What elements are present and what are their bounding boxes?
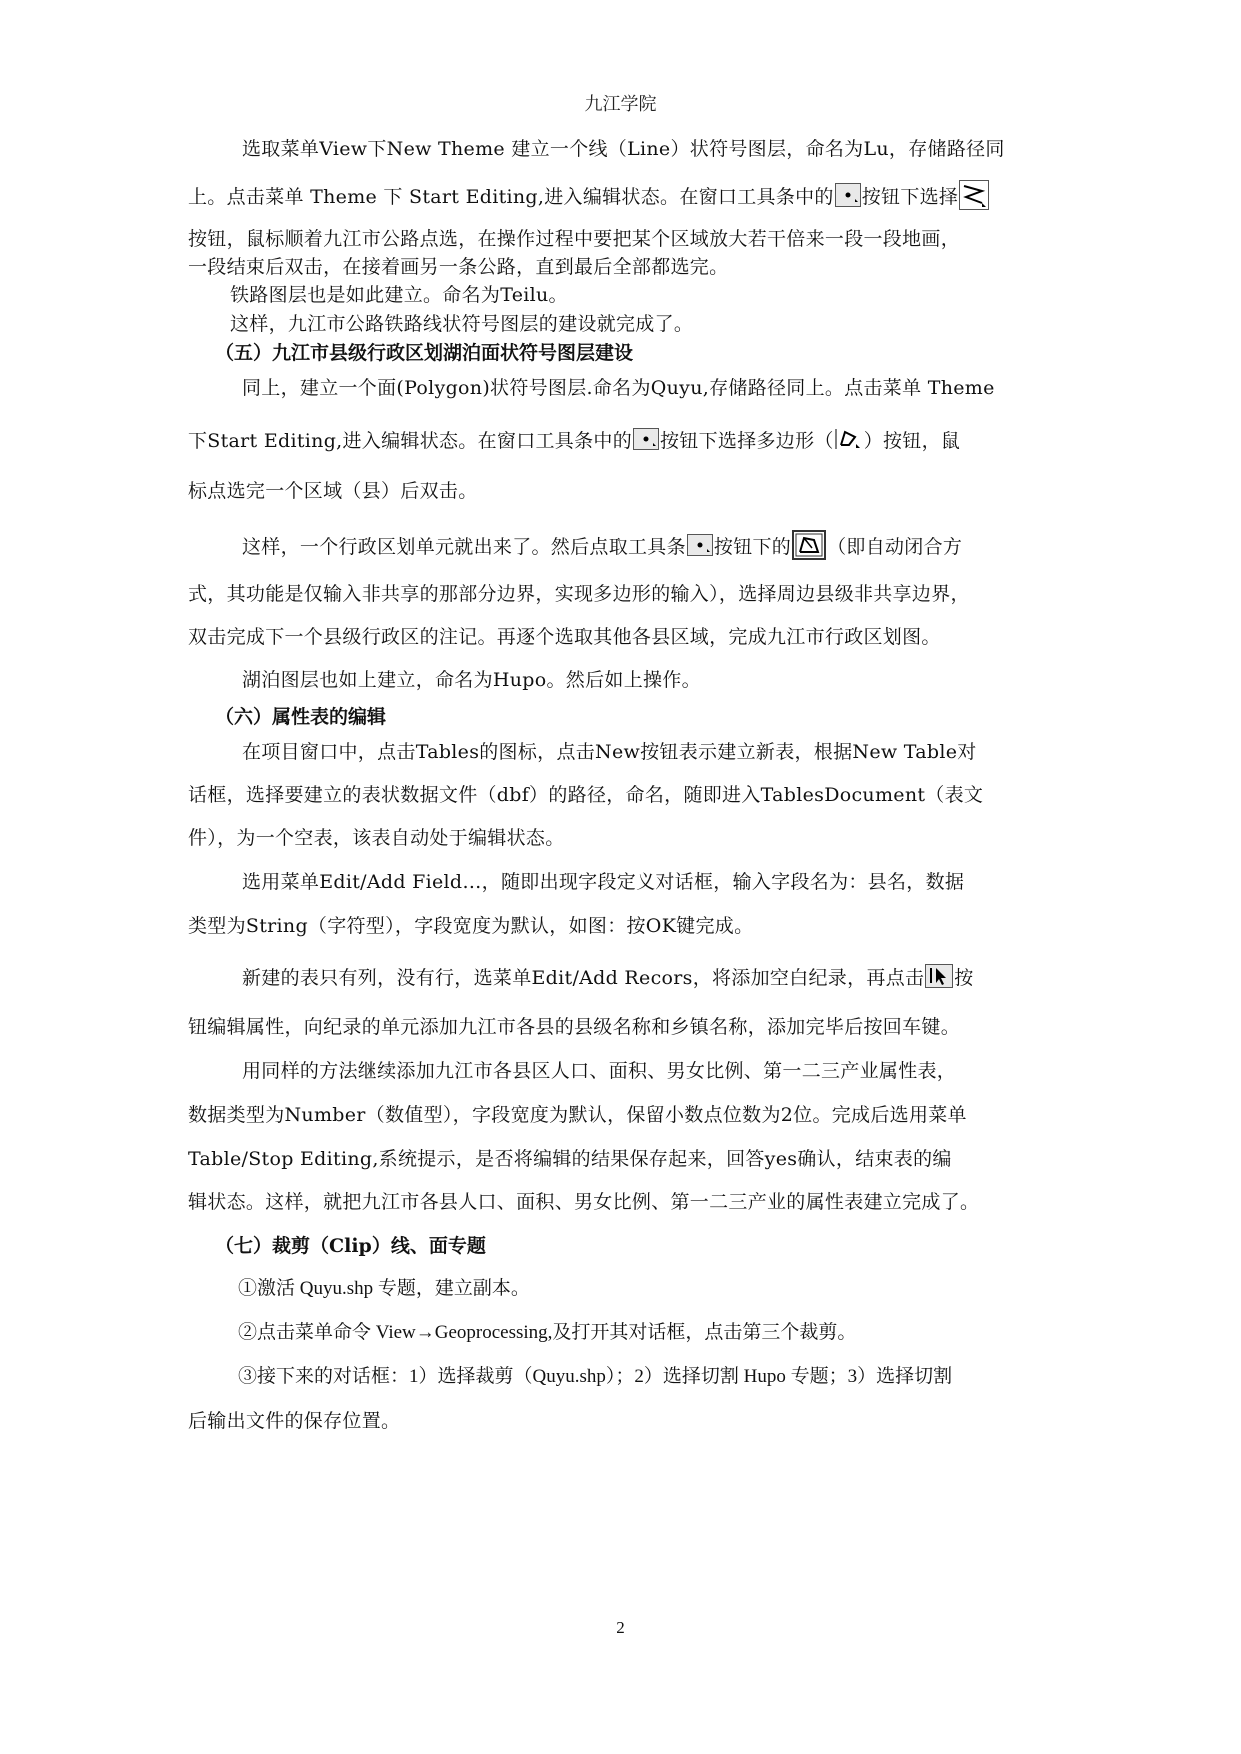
paragraph-line — [242, 965, 1068, 991]
paragraph-line: 类型为String（字符型），字段宽度为默认，如图：按OK键完成。 — [188, 915, 754, 937]
paragraph-line: 话框，选择要建立的表状数据文件（dbf）的路径，命名，随即进入TablesDocument（表文 — [188, 784, 984, 806]
page-number: 2 — [616, 1618, 625, 1637]
numbered-item: ③接下来的对话框：1）选择裁剪（Quyu.shp）；2）选择切割 Hupo 专题；3）选择切割 — [238, 1366, 953, 1387]
paragraph-line: 双击完成下一个县级行政区的注记。再逐个选取其他各县区域，完成九江市行政区划图。 — [188, 626, 941, 648]
section-heading-6: （六）属性表的编辑 — [215, 706, 387, 728]
draw-polygon-tool-icon — [835, 427, 863, 451]
paragraph-line: 这样，九江市公路铁路线状符号图层的建设就完成了。 — [230, 313, 694, 335]
text-span: 下Start Editing,进入编辑状态。在窗口工具条中的 — [188, 430, 632, 452]
paragraph-line: 一段结束后双击，在接着画另一条公路，直到最后全部都选完。 — [188, 256, 729, 278]
auto-complete-polygon-icon — [792, 530, 826, 560]
page-header: 九江学院 — [584, 94, 657, 115]
numbered-item: ①激活 Quyu.shp 专题，建立副本。 — [238, 1278, 530, 1299]
paragraph-line: 数据类型为Number（数值型），字段宽度为默认，保留小数点位数为2位。完成后选用菜单 — [188, 1104, 967, 1126]
paragraph-line: 钮编辑属性，向纪录的单元添加九江市各县的县级名称和乡镇名称，添加完毕后按回车键。 — [188, 1016, 961, 1038]
paragraph-line: 式，其功能是仅输入非共享的那部分边界，实现多边形的输入），选择周边县级非共享边界， — [188, 583, 970, 605]
text-span: 这样，一个行政区划单元就出来了。然后点取工具条 — [242, 536, 686, 558]
paragraph-line: 标点选完一个区域（县）后双击。 — [188, 480, 478, 502]
edit-pointer-icon — [925, 964, 953, 988]
draw-point-tool-icon — [835, 183, 861, 207]
text-span: 新建的表只有列，没有行，选菜单Edit/Add Recors，将添加空白纪录，再点击 — [242, 967, 925, 989]
text-span: ）按钮，鼠 — [863, 430, 961, 452]
paragraph-line: 选取菜单View下New Theme 建立一个线（Line）状符号图层，命名为Lu，存储路径同 — [242, 138, 1005, 160]
text-span: 按钮下选择 — [861, 186, 959, 208]
section-heading-7: （七）裁剪（Clip）线、面专题 — [215, 1235, 486, 1257]
text-span: 上。点击菜单 Theme 下 Start Editing,进入编辑状态。在窗口工具条中的 — [188, 186, 834, 208]
paragraph-line — [188, 428, 1068, 454]
paragraph-line: 后输出文件的保存位置。 — [188, 1410, 401, 1432]
paragraph-line — [242, 533, 1068, 563]
paragraph-line: 湖泊图层也如上建立，命名为Hupo。然后如上操作。 — [242, 669, 701, 691]
paragraph-line: 辑状态。这样，就把九江市各县人口、面积、男女比例、第一二三产业的属性表建立完成了。 — [188, 1191, 980, 1213]
draw-point-tool-icon — [687, 534, 713, 556]
paragraph-line: 铁路图层也是如此建立。命名为Teilu。 — [230, 284, 568, 306]
paragraph-line: 同上，建立一个面(Polygon)状符号图层.命名为Quyu,存储路径同上。点击菜单 Theme — [242, 377, 995, 399]
paragraph-line — [188, 183, 1068, 213]
text-span: 按钮下选择多边形（ — [660, 430, 834, 452]
text-span: 按钮下的 — [713, 536, 792, 558]
paragraph-line: 按钮，鼠标顺着九江市公路点选，在操作过程中要把某个区域放大若干倍来一段一段地画， — [188, 228, 961, 250]
numbered-item: ②点击菜单命令 View→Geoprocessing,及打开其对话框，点击第三个裁剪。 — [238, 1322, 857, 1343]
paragraph-line: 用同样的方法继续添加九江市各县区人口、面积、男女比例、第一二三产业属性表， — [242, 1060, 957, 1082]
paragraph-line: Table/Stop Editing,系统提示，是否将编辑的结果保存起来，回答yes确认，结束表的编 — [188, 1148, 952, 1170]
paragraph-line: 选用菜单Edit/Add Field…，随即出现字段定义对话框，输入字段名为：县名，数据 — [242, 871, 965, 893]
text-span: （即自动闭合方 — [827, 536, 963, 558]
paragraph-line: 在项目窗口中，点击Tables的图标，点击New按钮表示建立新表，根据New Table对 — [242, 741, 977, 763]
section-heading-5: （五）九江市县级行政区划湖泊面状符号图层建设 — [215, 342, 634, 364]
paragraph-line: 件），为一个空表，该表自动处于编辑状态。 — [188, 827, 565, 849]
draw-point-tool-icon — [633, 428, 659, 450]
draw-line-tool-icon — [959, 180, 989, 210]
text-span: 按 — [954, 967, 974, 989]
